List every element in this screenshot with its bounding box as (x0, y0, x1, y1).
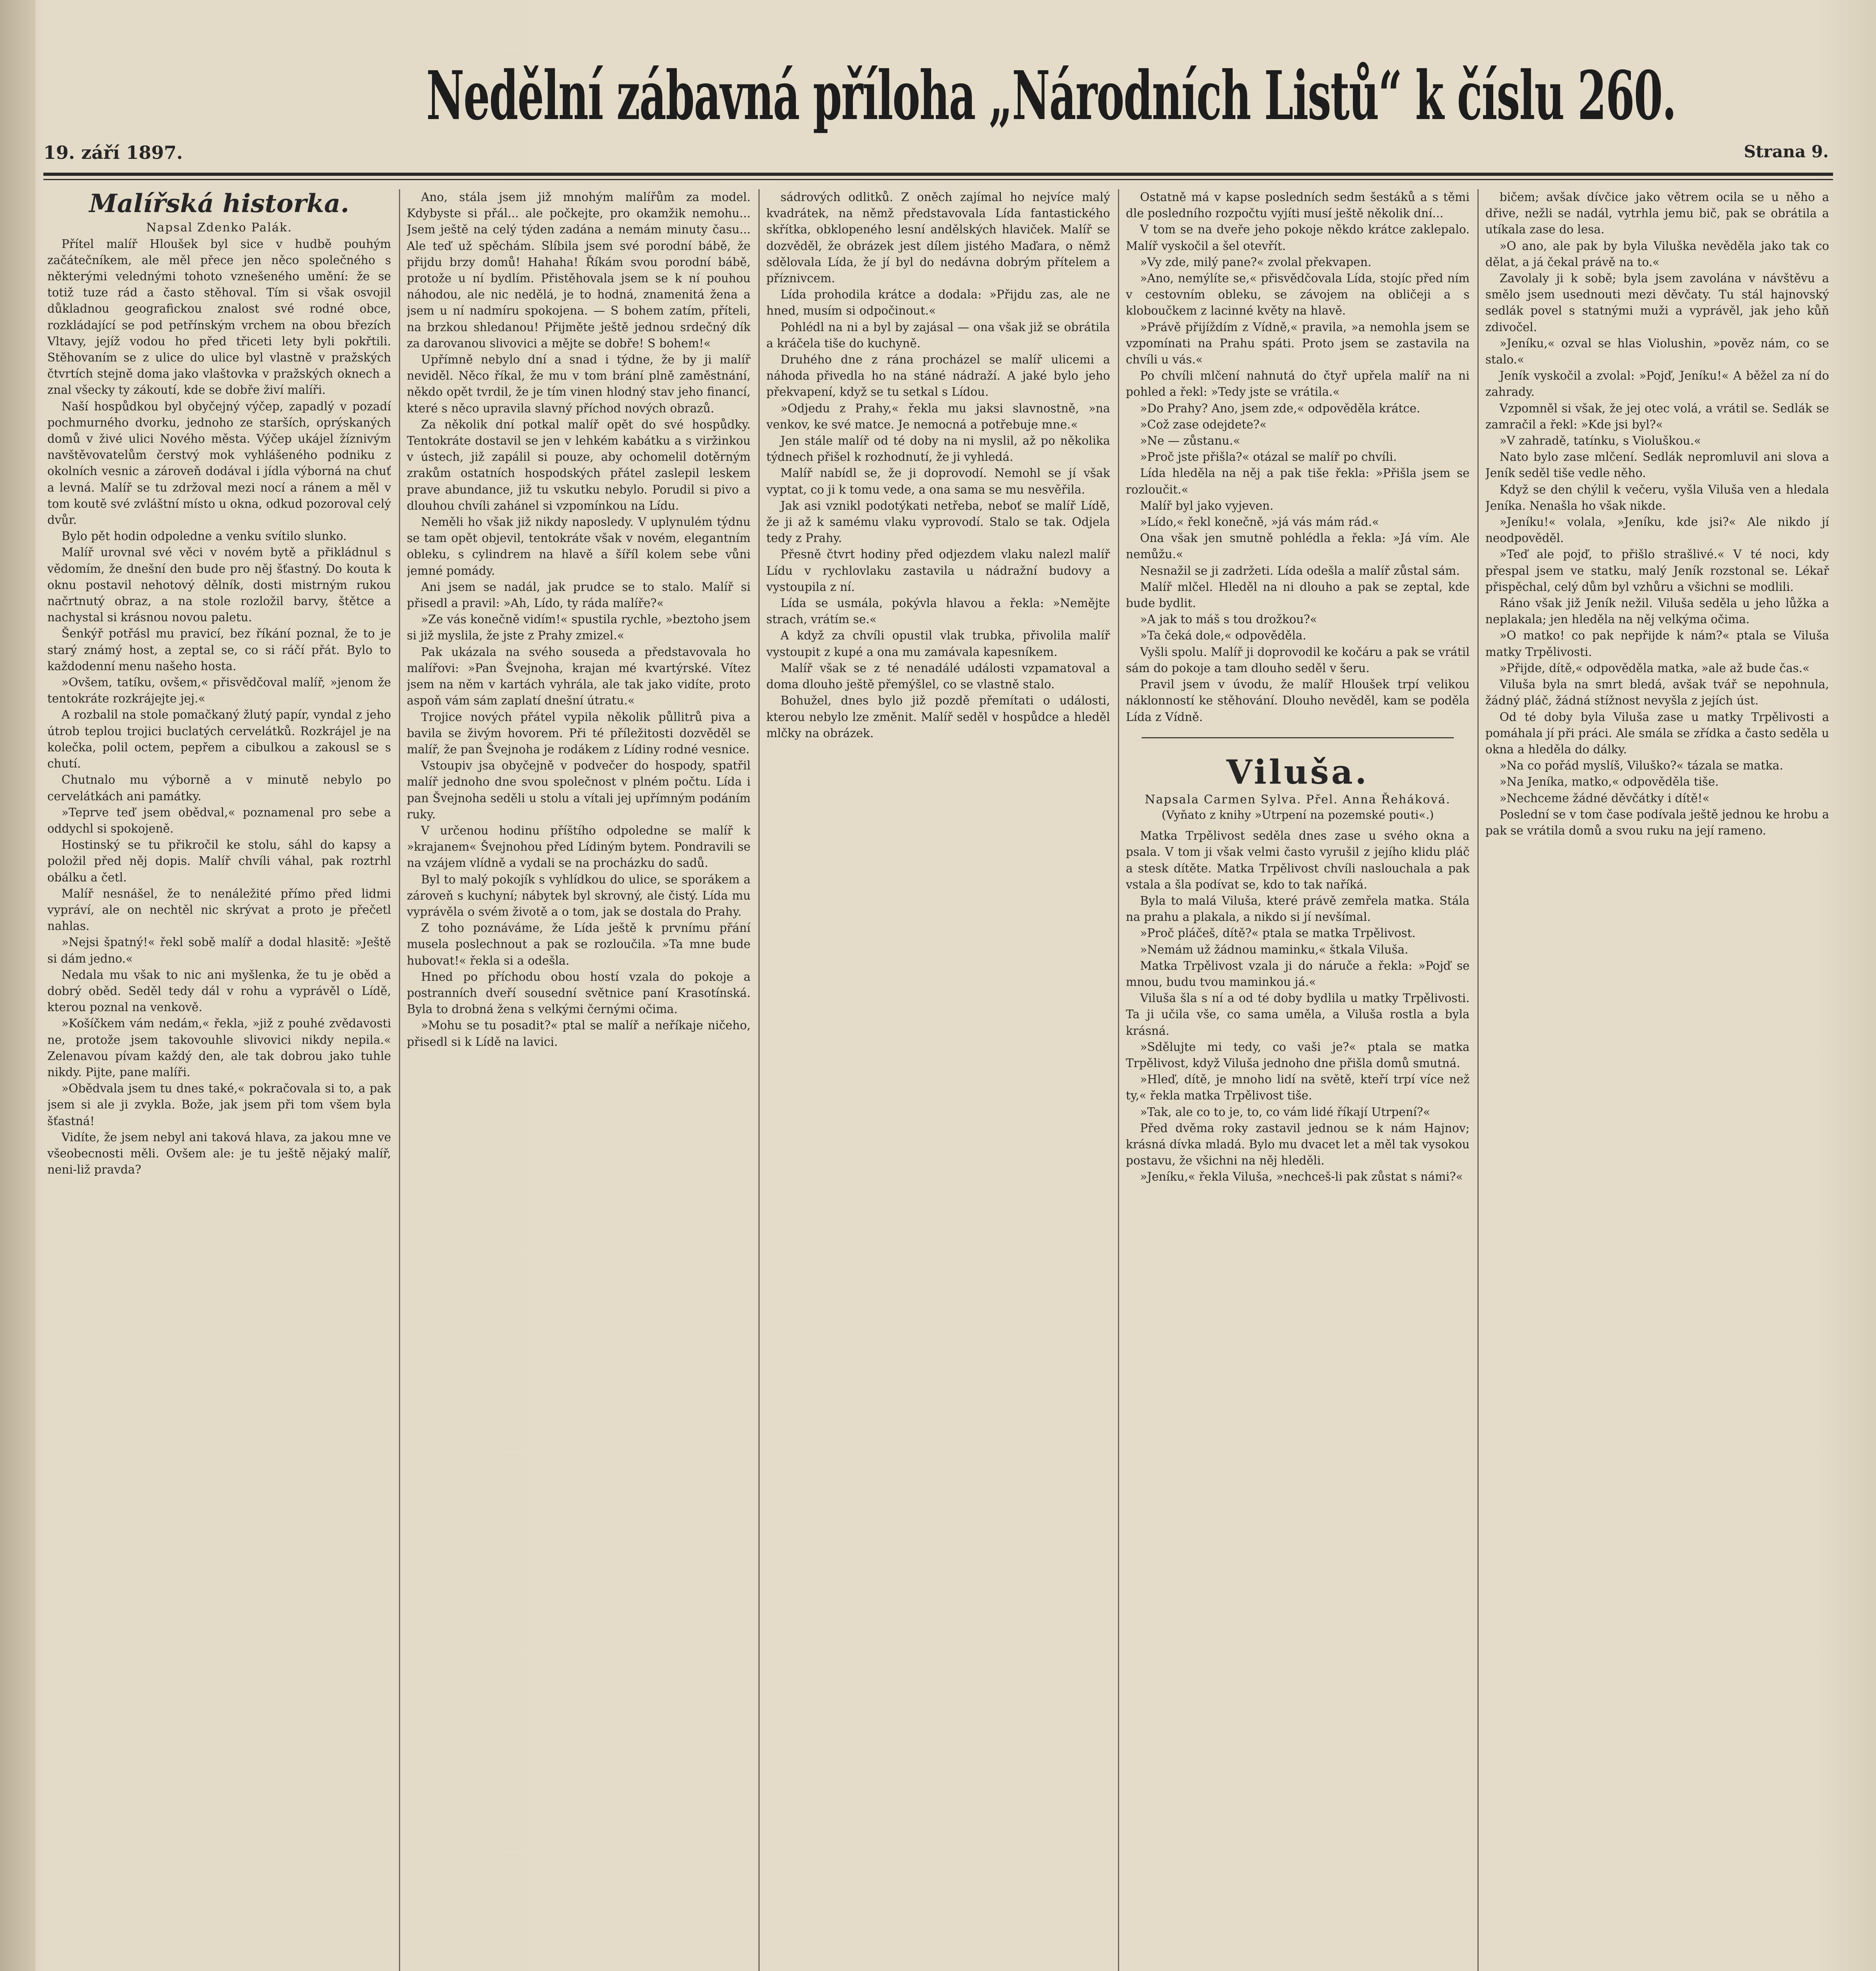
paragraph: »Jeníku,« ozval se hlas Violushin, »pověz nám, co se stalo.« (1485, 336, 1829, 367)
paragraph: Chutnalo mu výborně a v minutě nebylo po cervelátkách ani památky. (47, 773, 391, 803)
paragraph: »Jeníku,« řekla Viluša, »nechceš-li pak zůstat s námi?« (1140, 1170, 1463, 1184)
paragraph: Lída prohodila krátce a dodala: »Přijdu zas, ale ne hned, musím si odpočinout.« (766, 288, 1110, 318)
paragraph: Nesnažil se ji zadržeti. Lída odešla a malíř zůstal sám. (1140, 564, 1460, 578)
paragraph: Lída se usmála, pokývla hlavou a řekla: »Nemějte strach, vrátím se.« (766, 596, 1110, 626)
paragraph: »Přijde, dítě,« odpověděla matka, »ale až bude čas.« (1500, 661, 1810, 675)
paragraph: »Teprve teď jsem obědval,« poznamenal pro sebe a oddychl si spokojeně. (47, 805, 391, 835)
paragraph: Malíř mlčel. Hleděl na ni dlouho a pak se zeptal, kde bude bydlit. (1126, 580, 1470, 610)
paragraph: »Lído,« řekl konečně, »já vás mám rád.« (1140, 515, 1379, 529)
paragraph: Když se den chýlil k večeru, vyšla Viluša ven a hledala Jeníka. Nenašla ho však nikde. (1485, 483, 1829, 512)
paragraph: Jak asi vznikl podotýkati netřeba, neboť se malíř Lídě, že ji až k samému vlaku vyprovodí. Stalo se tak. Odjela tedy z Prahy. (766, 499, 1110, 545)
paragraph: »Košíčkem vám nedám,« řekla, »již z pouhé zvědavosti ne, protože jsem takovouhle slivovici nikdy nepila.« Zelenavou pívam každý den, ale tak dobrou jako tuhle nikdy. Pijte, pane malíři. (47, 1017, 391, 1079)
paragraph: Hned po příchodu obou hostí vzala do pokoje a postranních dveří sousední světnice paní Krasotínská. Byla to drobná žena s velkými černými očima. (407, 970, 751, 1016)
paragraph: Zavolaly ji k sobě; byla jsem zavolána v návštěvu a smělo jsem usednouti mezi děvčaty. Tu stál hajnovský sedlák povel s statnými muži a vyprávěl, jak jeho kůň zdivočel. (1485, 272, 1829, 334)
column-separator (758, 189, 760, 1971)
paragraph: A rozbalil na stole pomačkaný žlutý papír, vyndal z jeho útrob teplou trojici buclatých cervelátků. Rozkrájel je na kolečka, polil octem, pepřem a cibulkou a zakousl se s chutí. (47, 708, 391, 771)
paragraph: Ano, stála jsem již mnohým malířům za model. Kdybyste si přál... ale počkejte, pro okamžik nemohu... Jsem ještě na celý týden zadána a nemám minuty času... Ale teď už spěchám. Slíbila jsem své porodní bábě, že přijdu brzy domů! Hahaha! Říkám svou porodní bábě, protože u ní bydlím. Přistěhovala jsem se k ní pouhou náhodou, ale nic nedělá, je to hodná, znamenitá žena a jsem u ní nadmíru spokojena. — S bohem zatím, příteli, na brzkou shledanou! Přijměte ještě jednou srdečný dík za darovanou slivovici a mějte se dobře! S bohem!« (407, 190, 751, 350)
paragraph: Viluša šla s ní a od té doby bydlila u matky Trpělivosti. Ta ji učila vše, co sama uměla, a Viluša rostla a byla krásná. (1126, 991, 1470, 1038)
column-4 (1126, 189, 1470, 1971)
paragraph: Malíř byl jako vyjeven. (1140, 499, 1274, 512)
masthead (43, 56, 1841, 170)
paragraph: Jen stále malíř od té doby na ni myslil, až po několika týdnech přišel k rozhodnutí, že ji vyhledá. (766, 434, 1110, 464)
paragraph: Pravil jsem v úvodu, že malíř Hloušek trpí velikou náklonností ke stěhování. Dlouho nevěděl, kam se poděla Lída z Vídně. (1126, 678, 1470, 724)
column-5 (1485, 189, 1829, 1971)
paragraph: Přítel malíř Hloušek byl sice v hudbě pouhým začátečníkem, ale měl přece jen něco společného s některými velednými tohoto vznešeného umění: že se totiž tuze rád a často stěhoval. Tím si však osvojil důkladnou geografickou znalost své rodné obce, rozkládající se pod petřínským vrchem na obou březích Vltavy, jejíž vodou ho před třiceti lety byli pokřtili. Stěhovaním se z ulice do ulice byl vlastně v pražských čtvrtích stejně doma jako vlaštovka v pražských oknech a znal všecky ty zákoutí, kde se dobře živí malíři. (47, 237, 391, 397)
paragraph: »Nemám už žádnou maminku,« štkala Viluša. (1140, 943, 1408, 956)
paragraph: »Hleď, dítě, je mnoho lidí na světě, kteří trpí více než ty,« řekla matka Trpělivost tiše. (1126, 1073, 1470, 1103)
paragraph: »Ne — zůstanu.« (1140, 434, 1241, 448)
paragraph: »Vy zde, milý pane?« zvolal překvapen. (1140, 255, 1371, 269)
column-4-vilusa-text (1126, 828, 1470, 1185)
article-title-vilusa: Viluša. (1226, 752, 1369, 792)
paragraph: Viluša byla na smrt bledá, avšak tvář se nepohnula, žádný pláč, žádná stížnost nevyšla z jejích úst. (1485, 678, 1829, 708)
paragraph: »Na Jeníka, matko,« odpověděla tiše. (1500, 775, 1719, 789)
masthead-title: Nedělní zábavná příloha „Národních Listů“ k číslu 260. (426, 56, 1676, 135)
paragraph: Po chvíli mlčení nahnutá do čtyř upřela malíř na ni pohled a řekl: »Tedy jste se vrátila.« (1126, 369, 1470, 399)
paragraph: »Nejsi špatný!« řekl sobě malíř a dodal hlasitě: »Ještě si dám jedno.« (47, 935, 391, 965)
paragraph: »Na co pořád myslíš, Viluško?« tázala se matka. (1500, 759, 1783, 773)
paragraph: Trojice nových přátel vypila několik půllitrů piva a bavila se živým hovorem. Při té příležitosti dozvěděl se malíř, že pan Švejnoha je rodákem z Lídiny rodné vesnice. (407, 710, 751, 756)
paragraph: Pak ukázala na svého souseda a představovala ho malířovi: »Pan Švejnoha, krajan mé kvartýrské. Vítez jsem na něm v kartách vyhrála, ale tak jako vidíte, proto aspoň vám sám zaplatí dnešní útratu.« (407, 645, 751, 708)
paragraph: Od té doby byla Viluša zase u matky Trpělivosti a pomáhala jí při práci. Ale smála se zřídka a často seděla u okna a hleděla do dálky. (1485, 710, 1829, 756)
paragraph: Lída hleděla na něj a pak tiše řekla: »Přišla jsem se rozloučit.« (1126, 466, 1470, 496)
paragraph: Ona však jen smutně pohlédla a řekla: »Já vím. Ale nemůžu.« (1126, 531, 1470, 561)
paragraph: Vyšli spolu. Malíř ji doprovodil ke kočáru a pak se vrátil sám do pokoje a tam dlouho seděl v šeru. (1126, 645, 1470, 675)
paragraph: »Tak, ale co to je, to, co vám lidé říkají Utrpení?« (1140, 1105, 1431, 1119)
paragraph: Upřímně nebylo dní a snad i týdne, že by ji malíř neviděl. Něco říkal, že mu v tom brání plně zaměstnání, někdo opět tvrdil, že je tím vinen hlodný stav jeho financí, které s něco upravila slavný příchod nových obrazů. (407, 353, 751, 415)
paragraph: »Právě přijíždím z Vídně,« pravila, »a nemohla jsem se vzpomínati na Prahu spáti. Proto jsem se zastavila na chvíli u vás.« (1126, 320, 1470, 367)
paragraph: Nato bylo zase mlčení. Sedlák nepromluvil ani slova a Jeník seděl tiše vedle něho. (1485, 450, 1829, 480)
paragraph: »Ano, nemýlíte se,« přisvědčovala Lída, stojíc před ním v cestovním obleku, se závojem na obličeji a s kloboučkem z lacinné květy na hlavě. (1126, 272, 1470, 318)
paragraph: Přesně čtvrt hodiny před odjezdem vlaku nalezl malíř Lídu v rychlovlaku zastavila u nádražní budovy a vystoupila z ní. (766, 548, 1110, 594)
columns (47, 189, 1829, 1971)
paragraph: »Ta čeká dole,« odpověděla. (1140, 629, 1306, 643)
article-end-rule (1142, 737, 1454, 738)
paragraph: A když za chvíli opustil vlak trubka, přivolila malíř vystoupit z kupé a ona mu zamávala kapesníkem. (766, 629, 1110, 659)
paragraph: Malíř urovnal své věci v novém bytě a přikládnul s vědomím, že dnešní den bude pro něj šťastný. Do kouta k oknu postavil nehotový dělník, dosti mistrným rukou načrtnutý obraz, a na stole rozložil barvy, štětce a nachystal si krásnou novou paletu. (47, 546, 391, 624)
paragraph: »Mohu se tu posadit?« ptal se malíř a neříkaje ničeho, přisedl si k Lídě na lavici. (407, 1019, 751, 1049)
paragraph: Ostatně má v kapse posledních sedm šestáků a s těmi dle posledního rozpočtu vyjíti musí ještě několik dní... (1126, 190, 1470, 220)
paragraph: Bylo pět hodin odpoledne a venku svítilo slunko. (61, 529, 347, 543)
column-5-text (1485, 189, 1829, 839)
paragraph: Nedala mu však to nic ani myšlenka, že tu je oběd a dobrý oběd. Seděl tedy dál v rohu a vyprávěl o Lídě, kterou poznal na venkově. (47, 968, 391, 1014)
paragraph: Vzpomněl si však, že jej otec volá, a vrátil se. Sedlák se zamračil a řekl: »Kde jsi byl?« (1485, 401, 1829, 431)
paragraph: Z toho poznáváme, že Lída ještě k prvnímu přání musela poslechnout a pak se rozloučila. »Ta mne bude hubovat!« řekla si a odešla. (407, 921, 751, 967)
paragraph: Malíř nabídl se, že ji doprovodí. Nemohl se jí však vyptat, co ji k tomu vede, a ona sama se mu nesvěřila. (766, 466, 1110, 496)
article-byline: Napsal Zdenko Palák. (146, 220, 292, 235)
paragraph: Malíř však se z té nenadálé události vzpamatoval a doma dlouho ještě přemýšlel, co se vlastně stalo. (766, 661, 1110, 691)
paragraph: Vstoupiv jsa obyčejně v podvečer do hospody, spatřil malíř jednoho dne svou společnost v plném počtu. Lída i pan Švejnoha seděli u stolu a vítali jej upřímným podáním ruky. (407, 759, 751, 821)
column-1-text (47, 236, 391, 1178)
paragraph: Hostinský se tu přikročil ke stolu, sáhl do kapsy a položil před něj dopis. Malíř chvíli váhal, pak roztrhl obálku a četl. (47, 838, 391, 884)
column-2 (407, 189, 751, 1971)
header-rule-thin (43, 179, 1833, 180)
column-separator (399, 189, 400, 1971)
paragraph: Neměli ho však již nikdy naposledy. V uplynulém týdnu se tam opět objevil, tentokráte však v novém, elegantním obleku, s cylindrem na hlavě a šíříl kolem sebe vůni jemné pomády. (407, 515, 751, 578)
page-number: Strana 9. (1744, 142, 1829, 161)
article-source-note: (Vyňato z knihy »Utrpení na pozemské pouti«.) (1161, 808, 1434, 822)
paragraph: »A jak to máš s tou drožkou?« (1140, 613, 1317, 626)
paragraph: Bohužel, dnes bylo již pozdě přemítati o události, kterou nebylo lze změnit. Malíř seděl v hospůdce a hleděl mlčky na obrázek. (766, 694, 1110, 740)
column-separator (1477, 189, 1479, 1971)
paragraph: bičem; avšak dívčice jako větrem ocila se u něho a dřive, nežli se nadál, vytrhla jemu bič, pak se obrátila a utíkala zase do lesa. (1485, 190, 1829, 237)
paragraph: »O ano, ale pak by byla Viluška nevěděla jako tak co dělat, a já čekal právě na to.« (1485, 239, 1829, 269)
paragraph: Pohlédl na ni a byl by zajásal — ona však již se obrátila a kráčela tiše do kuchyně. (766, 320, 1110, 350)
paragraph: Matka Trpělivost seděla dnes zase u svého okna a psala. V tom ji však velmi často vyrušil z jejího klidu pláč a stesk dítěte. Matka Trpělivost chvíli naslouchala a pak vstala a šla podívat se, kdo to tak naříká. (1126, 829, 1470, 891)
paragraph: Matka Trpělivost vzala ji do náruče a řekla: »Pojď se mnou, budu tvou maminkou já.« (1126, 959, 1470, 989)
paragraph: »Ovšem, tatíku, ovšem,« přisvědčoval malíř, »jenom že tentokráte rozkrájejte jej.« (47, 676, 391, 706)
paragraph: »V zahradě, tatínku, s Violuškou.« (1500, 434, 1701, 448)
paragraph: V určenou hodinu příštího odpoledne se malíř k »krajanem« Švejnohou před Lídiným bytem. Pondravili se na vzájem vlídně a vydali se na procházku do sadů. (407, 823, 751, 870)
article-byline-vilusa: Napsala Carmen Sylva. Přel. Anna Řeháková. (1145, 793, 1451, 807)
paragraph: »Jeníku!« volala, »Jeníku, kde jsi?« Ale nikdo jí neodpověděl. (1485, 515, 1829, 545)
paragraph: Naší hospůdkou byl obyčejný výčep, zapadlý v pozadí pochmurného dvorku, jednoho ze starších, oprýskaných domů v živé ulici Nového města. Výčep ukájel žíznivým navštěvovatelům čerstvý mok vyhlášeného podniku z okolních vesnic a zároveň dodával i jídla výborná na chuť a levná. Malíř se tu zdržoval mezi nocí a ránem a měl v tom koutě své zvláštní místo u okna, odkud pozoroval celý dvůr. (47, 399, 391, 527)
paragraph: »Proč pláčeš, dítě?« ptala se matka Trpělivost. (1140, 926, 1416, 940)
paragraph: Byl to malý pokojík s vyhlídkou do ulice, se sporákem a zároveň s kuchyní; nábytek byl skrovný, ale čistý. Lída mu vyprávěla o svém životě a o tom, jak se dostala do Prahy. (407, 872, 751, 918)
column-1 (47, 189, 391, 1971)
paragraph: Před dvěma roky zastavil jednou se k nám Hajnov; krásná dívka mladá. Bylo mu dvacet let a měl tak vysokou postavu, že všichni na něj hleděli. (1126, 1121, 1470, 1168)
article-title: Malířská historka. (89, 189, 349, 218)
paragraph: »Ze vás konečně vidím!« spustila rychle, »beztoho jsem si již myslila, že jste z Prahy zmizel.« (407, 613, 751, 643)
paragraph: sádrových odlitků. Z oněch zajímal ho nejvíce malý kvadrátek, na němž představovala Lída fantastického skřítka, obklopeného lesní andělských hlaviček. Malíř se dozvěděl, že obrázek jest dílem jistého Maďara, o němž sdělovala Lída, že jí byl do nedávna dobrým přítelem a příznivcem. (766, 190, 1110, 285)
paragraph: Ráno však již Jeník nežil. Viluša seděla u jeho lůžka a neplakala; jen hleděla na něj velkýma očima. (1485, 596, 1829, 626)
binding-edge (0, 0, 35, 1971)
paragraph: »Obědvala jsem tu dnes také,« pokračovala si to, a pak jsem si ale ji zvykla. Bože, jak jsem při tom všem byla šťastná! (47, 1082, 391, 1128)
column-4-text (1126, 189, 1470, 725)
paragraph: V tom se na dveře jeho pokoje někdo krátce zaklepalo. Malíř vyskočil a šel otevřít. (1126, 223, 1470, 253)
paragraph: »Odjedu z Prahy,« řekla mu jaksi slavnostně, »na venkov, ke své matce. Je nemocná a potřebuje mne.« (766, 401, 1110, 431)
issue-date: 19. září 1897. (43, 142, 183, 163)
paragraph: Malíř nesnášel, že to nenáležité přímo před lidmi vypráví, ale on nechtěl nic skrývat a proto je přečetl nahlas. (47, 887, 391, 933)
paragraph: Ani jsem se nadál, jak prudce se to stalo. Malíř si přisedl a pravil: »Ah, Lído, ty ráda malíře?« (407, 580, 751, 610)
column-3-text (766, 189, 1110, 741)
paragraph: »Což zase odejdete?« (1140, 417, 1267, 431)
paragraph: »Sdělujte mi tedy, co vaši je?« ptala se matka Trpělivost, když Viluša jednoho dne přišla domů smutná. (1126, 1040, 1470, 1070)
paragraph: Vidíte, že jsem nebyl ani taková hlava, za jakou mne ve všeobecnosti měli. Ovšem ale: je tu ještě nějaký malíř, neni-liž pravda? (47, 1130, 391, 1177)
column-separator (1118, 189, 1119, 1971)
paragraph: »Nechceme žádné děvčátky i dítě!« (1500, 791, 1710, 805)
column-2-text (407, 189, 751, 1050)
paragraph: »Proč jste přišla?« otázal se malíř po chvíli. (1140, 450, 1397, 464)
paragraph: Šenkýř potřásl mu pravicí, bez říkání poznal, že to je starý známý host, a zeptal se, co si ráčí přát. Bylo to každodenní menu našeho hosta. (47, 627, 391, 673)
paragraph: Jeník vyskočil a zvolal: »Pojď, Jeníku!« A běžel za ní do zahrady. (1485, 369, 1829, 399)
column-3 (766, 189, 1110, 1971)
paragraph: Druhého dne z rána procházel se malíř ulicemi a náhoda přivedla ho na stáné nádraží. A jaké bylo jeho překvapení, když se tu setkal s Lídou. (766, 353, 1110, 399)
paragraph: »Do Prahy? Ano, jsem zde,« odpověděla krátce. (1140, 401, 1420, 415)
paragraph: Za několik dní potkal malíř opět do své hospůdky. Tentokráte dostavil se jen v lehkém kabátku a s viržinkou v ústech, již zapálil si pouze, aby ochomelil dotěrným zrakům ostatních hospodských přátel zaslepil leskem prave abundance, již tu vskutku nebylo. Porudil si pivo a dlouhou chvíli zahánel si vzpomínkou na Lídu. (407, 417, 751, 512)
paragraph: »O matko! co pak nepřijde k nám?« ptala se Viluša matky Trpělivosti. (1485, 629, 1829, 659)
paragraph: Byla to malá Viluša, které právě zemřela matka. Stála na prahu a plakala, a nikdo si jí nevšímal. (1126, 894, 1470, 924)
paragraph: Poslední se v tom čase podívala ještě jednou ke hrobu a pak se vrátila domů a svou ruku na její rameno. (1485, 807, 1829, 837)
paragraph: »Teď ale pojď, to přišlo strašlivé.« V té noci, kdy přespal jsem ve statku, malý Jeník rozstonal se. Lékař přispěchal, celý dům byl vzhůru a všichni se modlili. (1485, 548, 1829, 594)
header-rule-thick (43, 173, 1833, 176)
